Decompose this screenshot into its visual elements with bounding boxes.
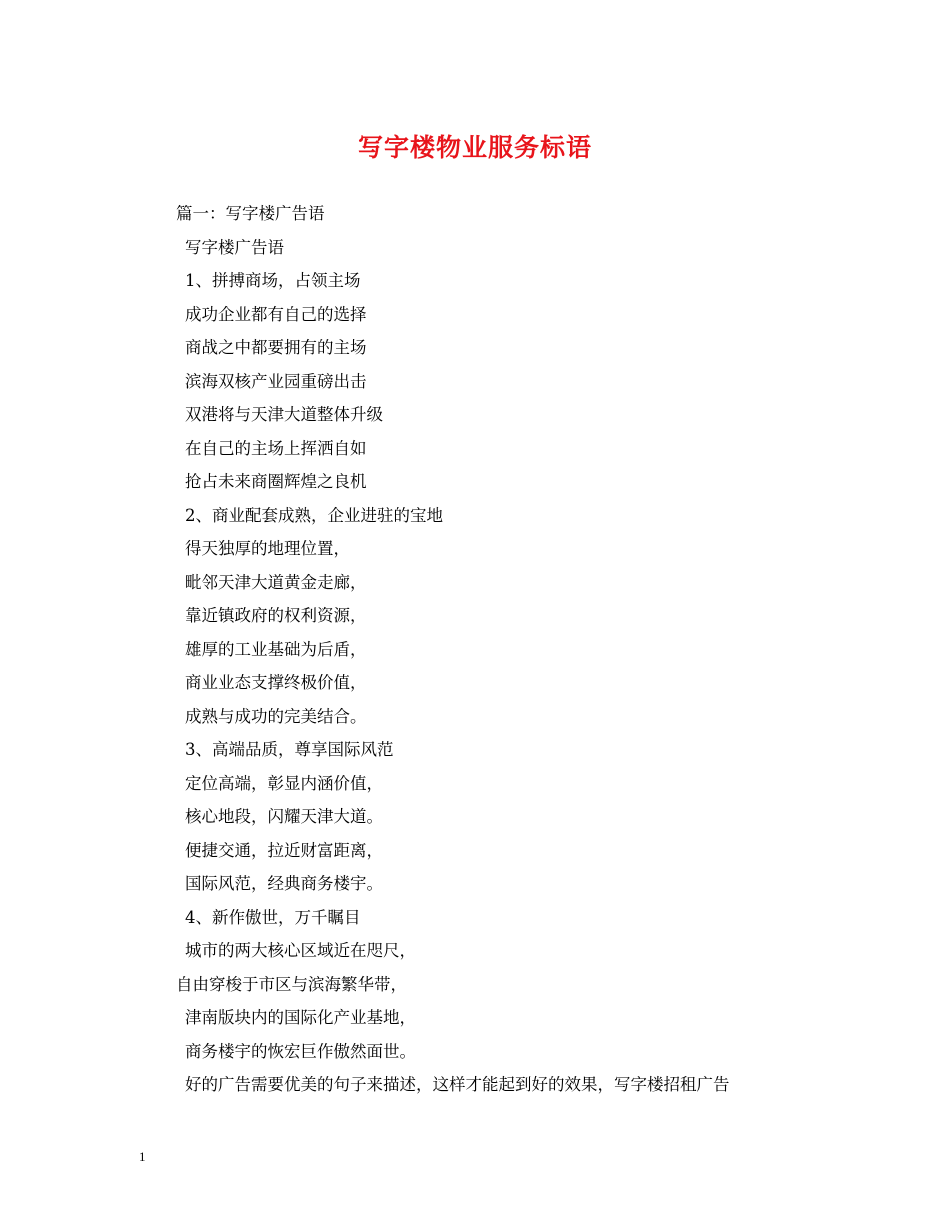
body-line: 商务楼宇的恢宏巨作傲然面世。 [185, 1042, 416, 1061]
body-line: 毗邻天津大道黄金走廊， [185, 573, 367, 592]
body-line: 津南版块内的国际化产业基地， [185, 1008, 416, 1027]
body-line: 抢占未来商圈辉煌之良机 [185, 472, 367, 491]
body-line: 便捷交通，拉近财富距离， [185, 841, 383, 860]
body-line: 商业业态支撑终极价值， [185, 673, 367, 692]
body-line: 国际风范，经典商务楼宇。 [185, 874, 383, 893]
body-line: 城市的两大核心区域近在咫尺， [185, 941, 416, 960]
body-line: 2、商业配套成熟，企业进驻的宝地 [185, 506, 443, 525]
body-line: 3、高端品质，尊享国际风范 [185, 740, 394, 759]
page-number: 1 [139, 1149, 146, 1164]
body-line: 双港将与天津大道整体升级 [185, 405, 383, 424]
body-line: 靠近镇政府的权利资源， [185, 606, 367, 625]
body-line: 在自己的主场上挥洒自如 [185, 439, 367, 458]
body-line: 成功企业都有自己的选择 [185, 305, 367, 324]
body-line: 好的广告需要优美的句子来描述，这样才能起到好的效果，写字楼招租广告 [185, 1075, 730, 1094]
body-line: 篇一：写字楼广告语 [176, 204, 325, 223]
body-line: 写字楼广告语 [185, 238, 284, 257]
document-title: 写字楼物业服务标语 [357, 133, 592, 162]
body-line: 商战之中都要拥有的主场 [185, 338, 367, 357]
body-line: 雄厚的工业基础为后盾， [185, 640, 367, 659]
body-line: 滨海双核产业园重磅出击 [185, 372, 367, 391]
body-line: 4、新作傲世，万千瞩目 [185, 908, 361, 927]
body-line: 自由穿梭于市区与滨海繁华带， [176, 975, 407, 994]
body-line: 核心地段，闪耀天津大道。 [185, 807, 383, 826]
body-line: 成熟与成功的完美结合。 [185, 707, 367, 726]
body-line: 定位高端，彰显内涵价值， [185, 774, 383, 793]
body-line: 1、拼搏商场，占领主场 [185, 271, 361, 290]
body-line: 得天独厚的地理位置， [185, 539, 350, 558]
